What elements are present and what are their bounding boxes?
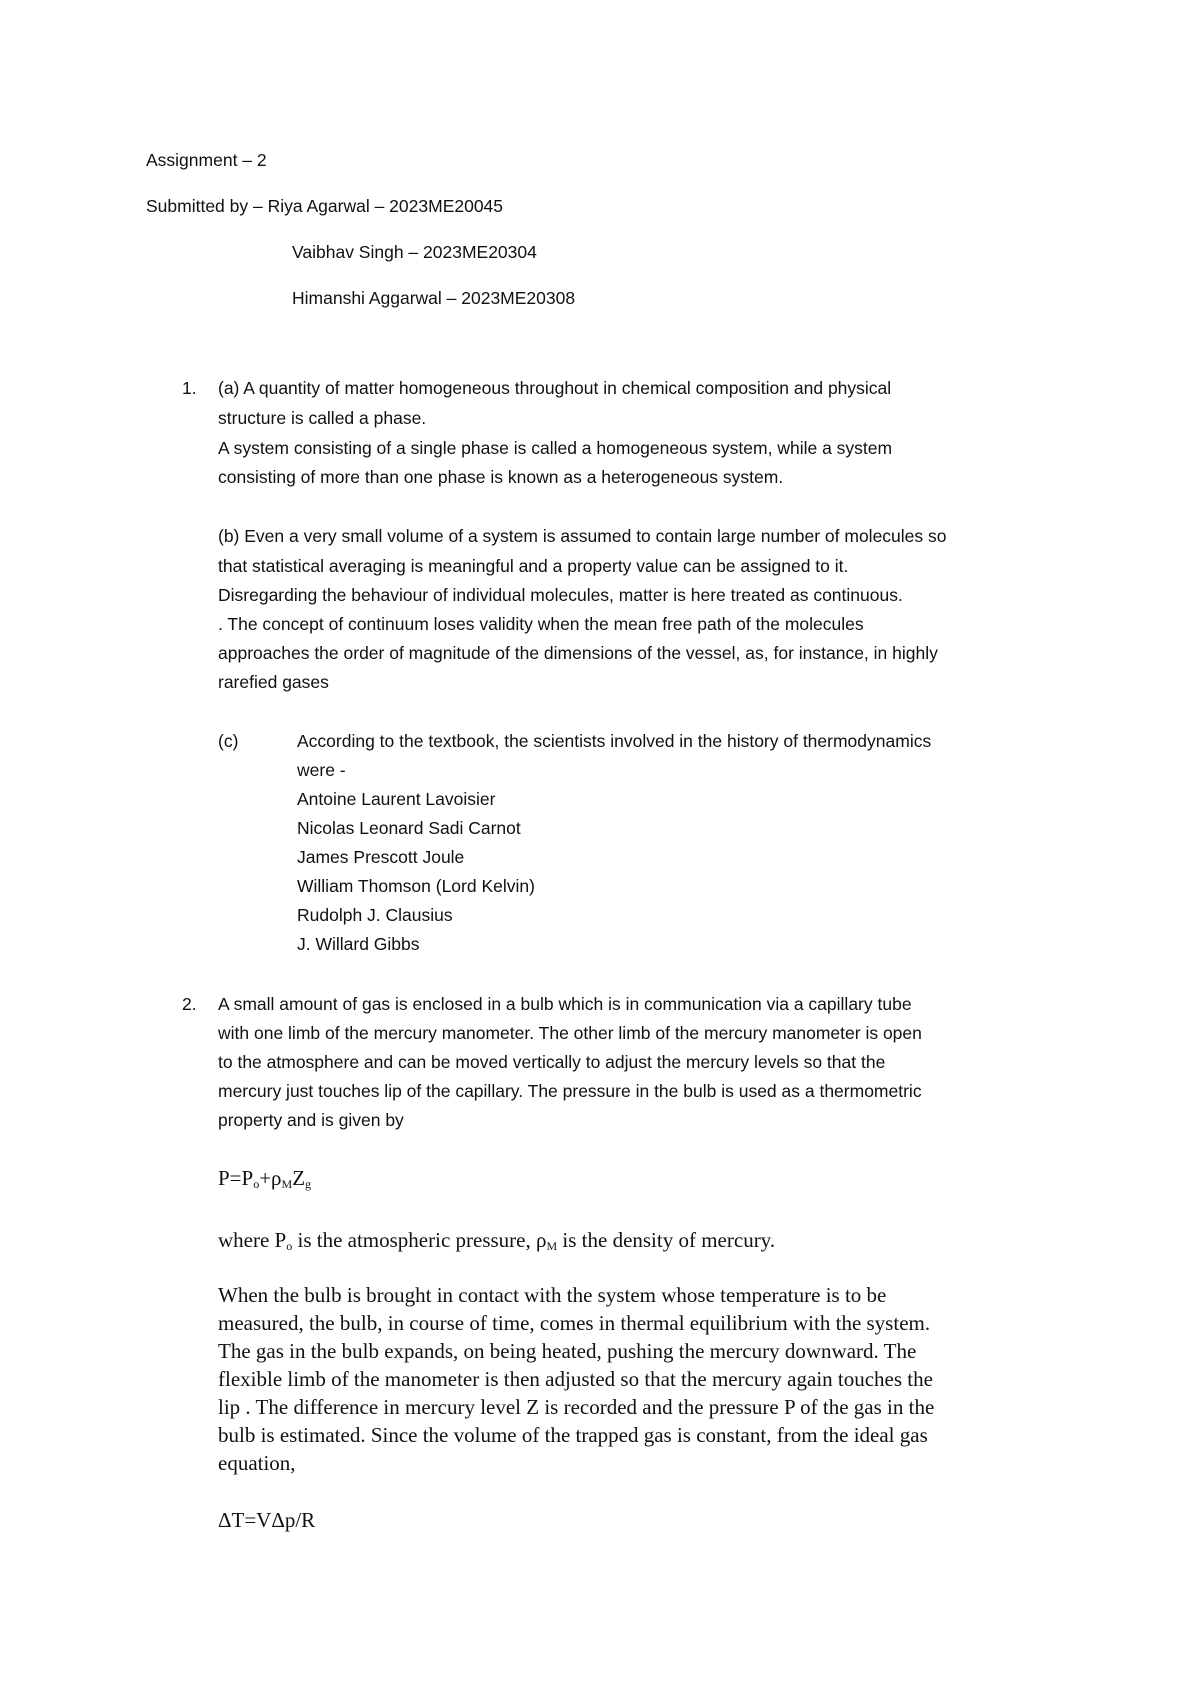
assignment-title: Assignment – 2 [146,150,267,170]
formula-text: P=P [218,1166,254,1190]
where-subscript: M [546,1239,558,1253]
scientist-name: James Prescott Joule [297,847,465,867]
where-text: is the density of mercury. [557,1228,776,1252]
q1-a-line: consisting of more than one phase is known as a heterogeneous system. [218,467,784,487]
q1-a-line: structure is called a phase. [218,408,427,428]
pressure-formula [218,1166,311,1192]
member-2: Vaibhav Singh – 2023ME20304 [292,242,537,262]
q2-intro-line: A small amount of gas is enclosed in a bulb which is in communication via a capillary tube [218,994,912,1014]
member-3: Himanshi Aggarwal – 2023ME20308 [292,288,576,308]
q1-c-line: were - [297,760,346,780]
q1-b-line: . The concept of continuum loses validity when the mean free path of the molecules [218,614,864,634]
q2-intro-line: property and is given by [218,1110,404,1130]
q1-b-line: (b) Even a very small volume of a system is assumed to contain large number of molecules so [218,526,947,546]
scientist-name: Antoine Laurent Lavoisier [297,789,496,809]
q1-b-line: that statistical averaging is meaningful and a property value can be assigned to it. [218,556,849,576]
scientist-name: William Thomson (Lord Kelvin) [297,876,535,896]
q1-c-line: According to the textbook, the scientists involved in the history of thermodynamics [297,731,932,751]
q1-a-line: A system consisting of a single phase is called a homogeneous system, while a system [218,438,893,458]
q1-b-line: approaches the order of magnitude of the dimensions of the vessel, as, for instance, in highly [218,643,938,663]
q2-body-line: equation, [218,1451,296,1475]
q2-body-line: When the bulb is brought in contact with the system whose temperature is to be [218,1283,887,1307]
q2-body-line: The gas in the bulb expands, on being heated, pushing the mercury downward. The [218,1339,917,1363]
q2-intro-line: to the atmosphere and can be moved vertically to adjust the mercury levels so that the [218,1052,886,1072]
where-text: is the atmospheric pressure, ρ [292,1228,547,1252]
q1-a-line: (a) A quantity of matter homogeneous throughout in chemical composition and physical [218,378,892,398]
formula-text: Z [292,1166,306,1190]
q1-b-line: Disregarding the behaviour of individual molecules, matter is here treated as continuous. [218,585,903,605]
where-text: where P [218,1228,287,1252]
formula-subscript: M [281,1177,293,1191]
scientist-name: J. Willard Gibbs [297,934,420,954]
scientist-name: Nicolas Leonard Sadi Carnot [297,818,521,838]
temperature-formula: ΔT=VΔp/R [218,1508,316,1532]
where-subscript: o [286,1239,293,1253]
formula-text: +ρ [259,1166,282,1190]
q2-intro-line: mercury just touches lip of the capillary. The pressure in the bulb is used as a thermometric [218,1081,922,1101]
q2-intro-line: with one limb of the mercury manometer. The other limb of the mercury manometer is open [218,1023,922,1043]
q2-body-line: measured, the bulb, in course of time, comes in thermal equilibrium with the system. [218,1311,931,1335]
where-clause [218,1228,775,1254]
scientist-name: Rudolph J. Clausius [297,905,453,925]
formula-subscript: o [253,1177,260,1191]
q1-b-line: rarefied gases [218,672,329,692]
q1-c-label: (c) [218,731,239,751]
q2-body-line: bulb is estimated. Since the volume of the trapped gas is constant, from the ideal gas [218,1423,928,1447]
q1-number: 1. [182,378,197,398]
q2-body-line: lip . The difference in mercury level Z is recorded and the pressure P of the gas in the [218,1395,935,1419]
q2-number: 2. [182,994,197,1014]
q2-body-line: flexible limb of the manometer is then adjusted so that the mercury again touches the [218,1367,933,1391]
submitted-by-line: Submitted by – Riya Agarwal – 2023ME20045 [146,196,504,216]
formula-subscript: g [305,1177,312,1191]
